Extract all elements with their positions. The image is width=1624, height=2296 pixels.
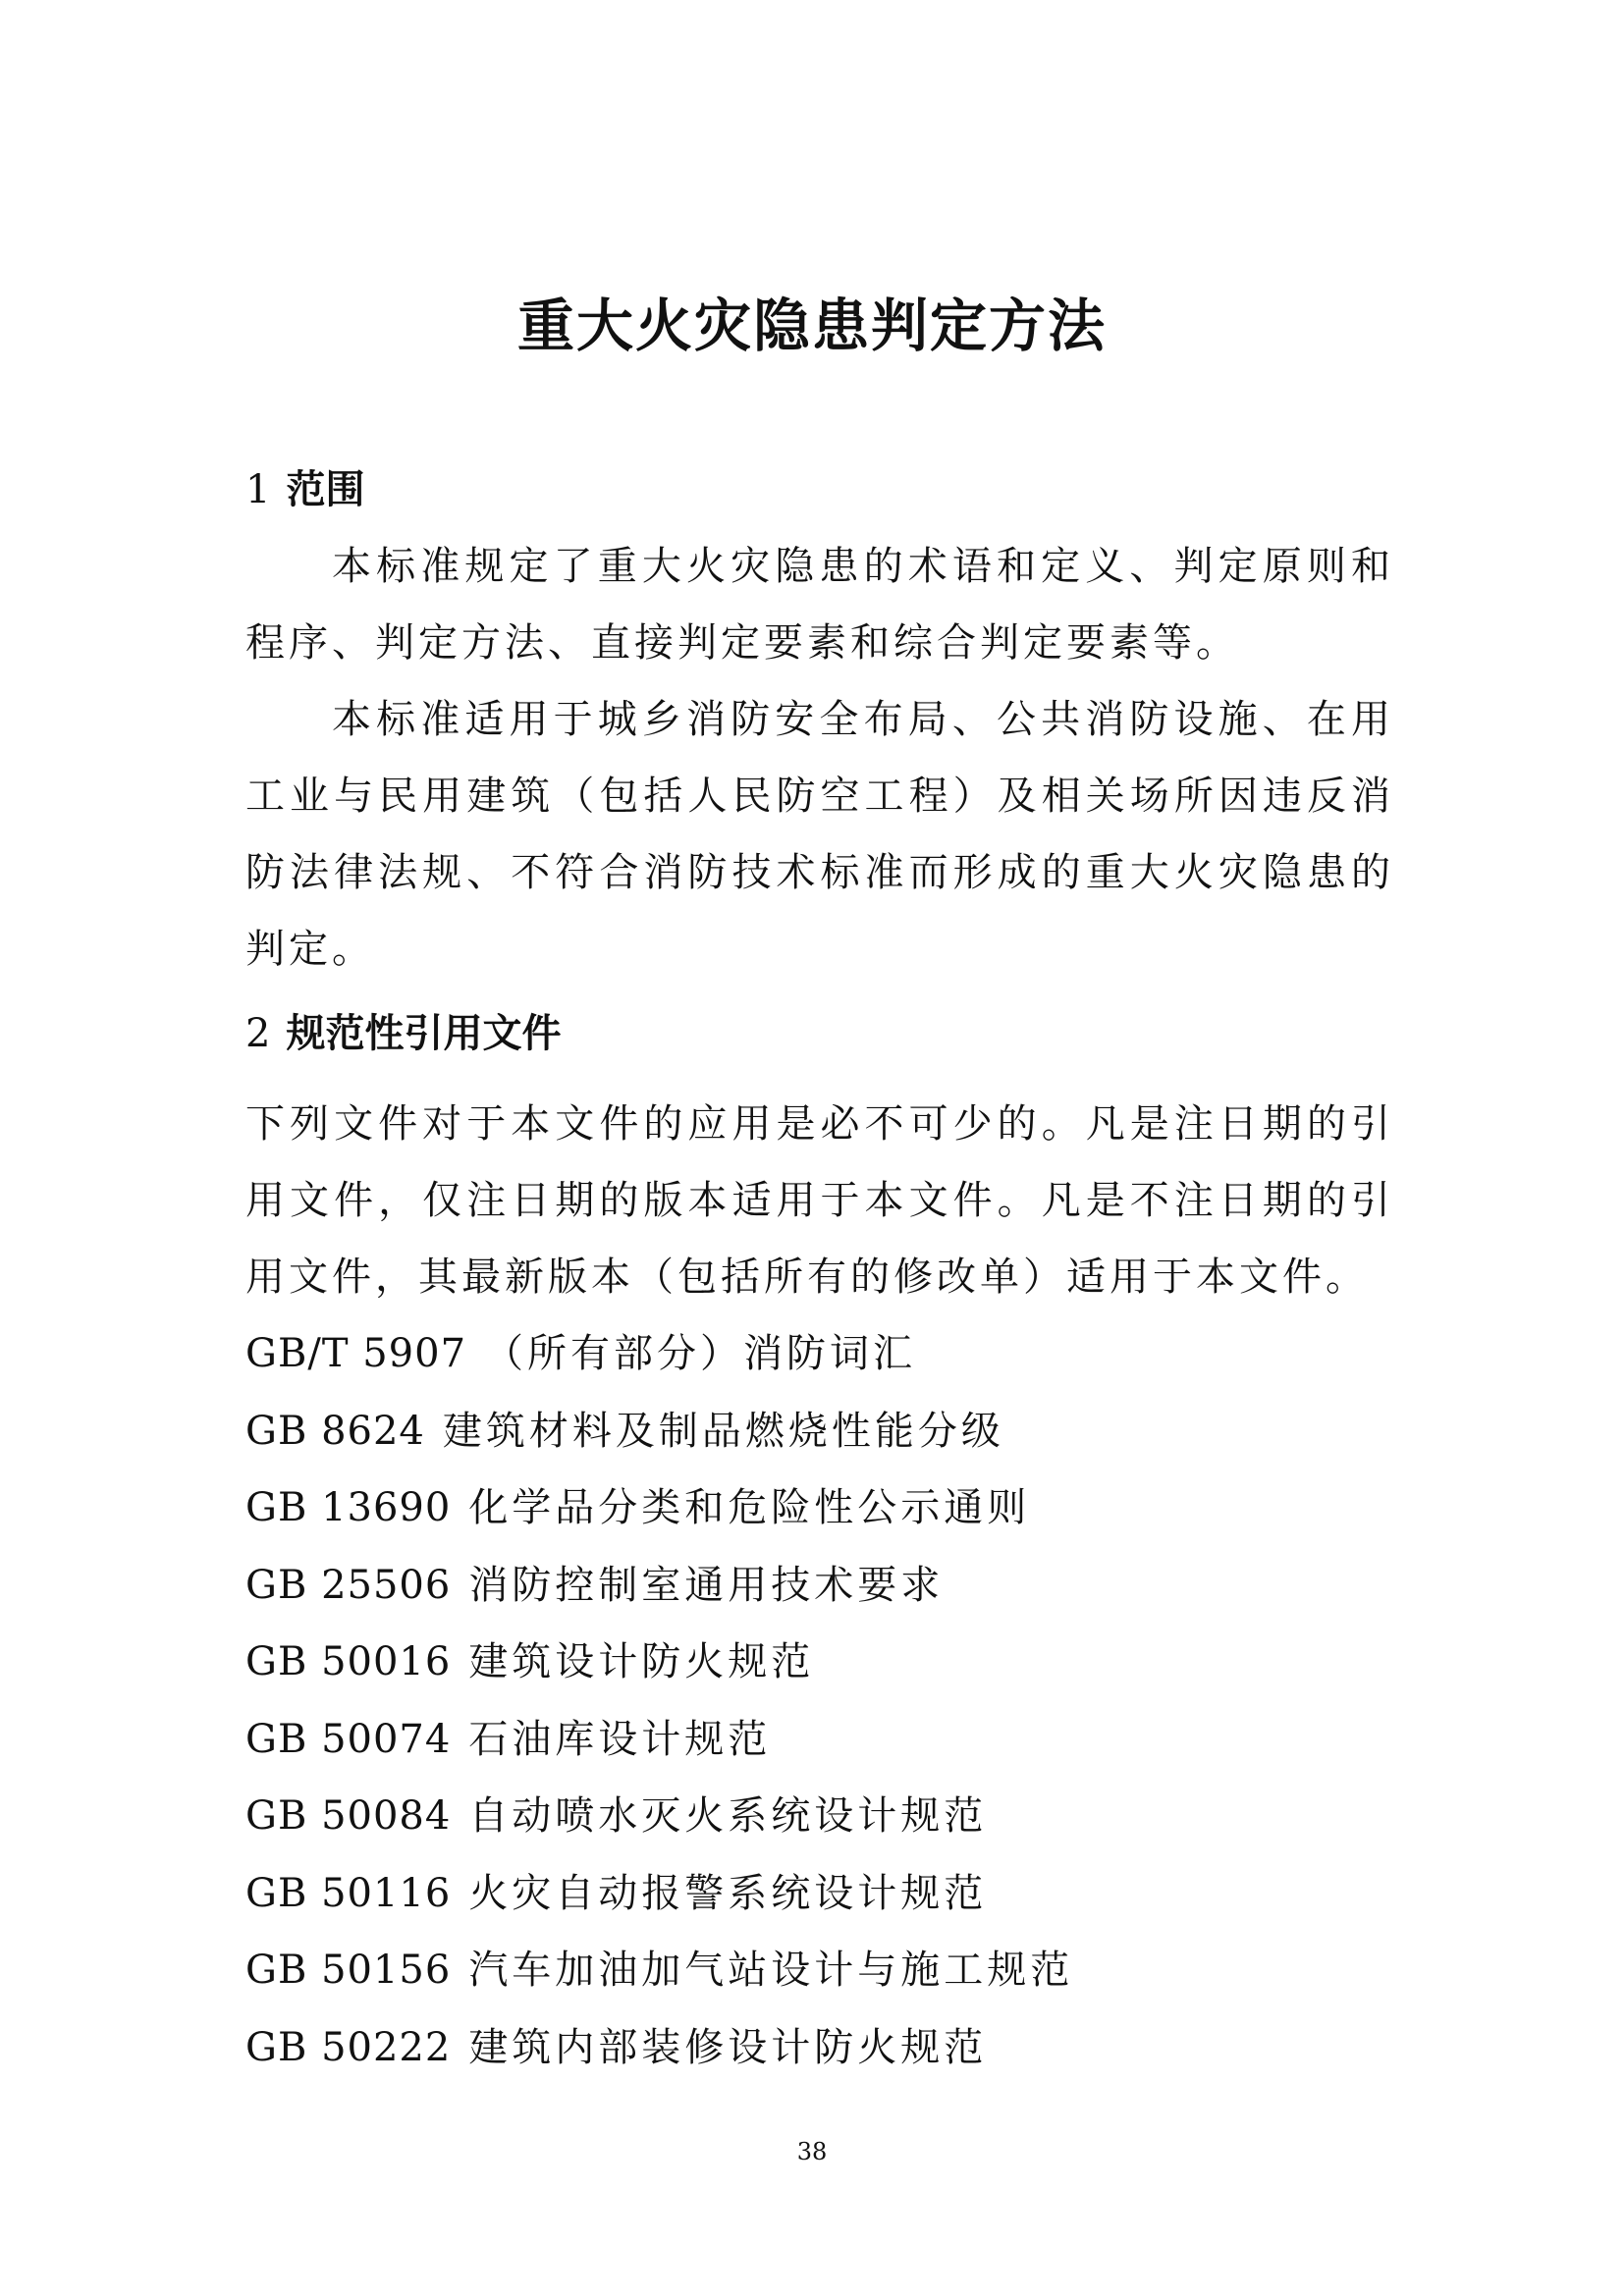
section-number: 2 xyxy=(245,1011,271,1056)
section-scope xyxy=(245,452,1394,988)
reference-item xyxy=(245,1932,1394,2009)
paragraph: 本标准规定了重大火灾隐患的术语和定义、判定原则和程序、判定方法、直接判定要素和综合判定要素等。 xyxy=(245,544,1394,666)
reference-list xyxy=(245,1315,1394,2086)
document-title: 重大火灾隐患判定方法 xyxy=(516,293,1107,359)
reference-name: 建筑内部装修设计防火规范 xyxy=(468,2024,988,2070)
references-intro: 下列文件对于本文件的应用是必不可少的。凡是注日期的引用文件，仅注日期的版本适用于本文件。凡是不注日期的引用文件，其最新版本（包括所有的修改单）适用于本文件。 xyxy=(245,1101,1394,1300)
reference-item xyxy=(245,1315,1394,1393)
reference-item xyxy=(245,1624,1394,1701)
reference-code: GB 50156 xyxy=(245,1948,452,1993)
reference-item xyxy=(245,1547,1394,1625)
reference-name: 火灾自动报警系统设计规范 xyxy=(468,1870,988,1916)
reference-name: 化学品分类和危险性公示通则 xyxy=(468,1485,1031,1530)
section-title: 规范性引用文件 xyxy=(286,1011,562,1056)
reference-name: 自动喷水灭火系统设计规范 xyxy=(468,1793,988,1839)
reference-code: GB 25506 xyxy=(245,1562,452,1608)
reference-name: 汽车加油加气站设计与施工规范 xyxy=(468,1948,1074,1993)
reference-code: GB 50084 xyxy=(245,1793,452,1839)
section-number: 1 xyxy=(245,467,271,512)
paragraph: 本标准适用于城乡消防安全布局、公共消防设施、在用工业与民用建筑（包括人民防空工程）及相关场所因违反消防法律法规、不符合消防技术标准而形成的重大火灾隐患的判定。 xyxy=(245,697,1394,972)
section-heading xyxy=(245,995,1394,1072)
reference-item xyxy=(245,1778,1394,1855)
reference-name: （所有部分）消防词汇 xyxy=(484,1331,917,1376)
reference-item xyxy=(245,1393,1394,1470)
section-normative-references xyxy=(245,995,1394,2086)
reference-code: GB/T 5907 xyxy=(245,1331,467,1376)
reference-name: 石油库设计规范 xyxy=(468,1716,772,1762)
page-number: 38 xyxy=(796,2138,828,2165)
reference-name: 建筑设计防火规范 xyxy=(468,1639,815,1684)
reference-code: GB 50222 xyxy=(245,2024,452,2070)
reference-name: 消防控制室通用技术要求 xyxy=(468,1562,945,1608)
reference-item xyxy=(245,1855,1394,1933)
reference-name: 建筑材料及制品燃烧性能分级 xyxy=(442,1408,1004,1454)
section-title: 范围 xyxy=(286,467,365,512)
reference-code: GB 50074 xyxy=(245,1716,452,1762)
section-heading xyxy=(245,452,1394,528)
reference-item xyxy=(245,1469,1394,1547)
reference-item xyxy=(245,2009,1394,2087)
reference-code: GB 50016 xyxy=(245,1639,452,1684)
reference-item xyxy=(245,1701,1394,1779)
reference-code: GB 13690 xyxy=(245,1485,452,1530)
document-body xyxy=(245,452,1394,2086)
reference-code: GB 8624 xyxy=(245,1408,425,1454)
reference-code: GB 50116 xyxy=(245,1870,452,1916)
